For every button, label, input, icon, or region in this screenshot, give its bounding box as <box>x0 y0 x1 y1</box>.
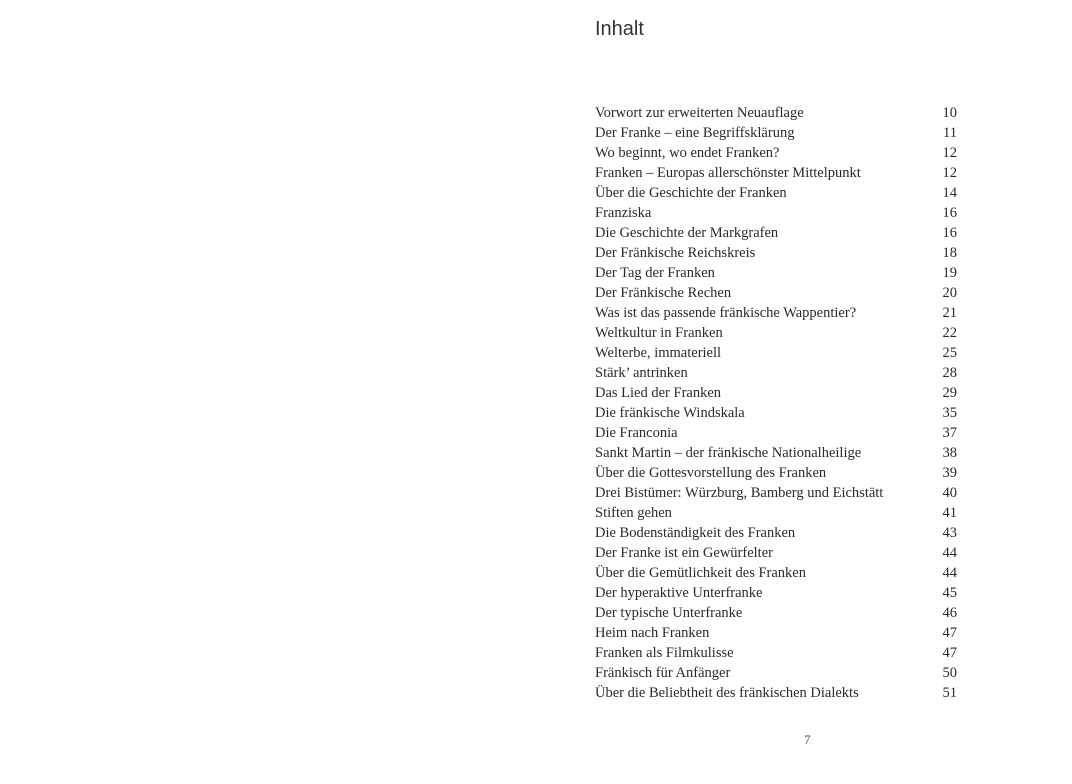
toc-entry <box>595 403 957 423</box>
toc-entry <box>595 183 957 203</box>
toc-entry-title: Franziska <box>595 205 652 221</box>
toc-entry-page-number: 51 <box>942 685 957 701</box>
table-of-contents <box>595 103 957 703</box>
toc-entry-page-number: 22 <box>942 325 957 341</box>
toc-entry-page-number: 43 <box>942 525 957 541</box>
toc-entry-page-number: 41 <box>942 505 957 521</box>
toc-entry-title: Stiften gehen <box>595 505 672 521</box>
toc-entry-page-number: 12 <box>942 165 957 181</box>
toc-entry-page-number: 18 <box>942 245 957 261</box>
toc-entry-title: Der Fränkische Reichskreis <box>595 245 756 261</box>
toc-entry-title: Sankt Martin – der fränkische Nationalheilige <box>595 445 862 461</box>
toc-entry <box>595 203 957 223</box>
toc-entry-title: Die Bodenständigkeit des Franken <box>595 525 796 541</box>
toc-entry-page-number: 16 <box>942 205 957 221</box>
toc-entry <box>595 583 957 603</box>
toc-entry-title: Welterbe, immateriell <box>595 345 722 361</box>
right-page <box>536 0 1072 784</box>
toc-entry-title: Der Tag der Franken <box>595 265 715 281</box>
toc-entry-page-number: 38 <box>942 445 957 461</box>
toc-entry <box>595 483 957 503</box>
toc-entry-page-number: 50 <box>942 665 957 681</box>
toc-entry-title: Die Franconia <box>595 425 678 441</box>
toc-entry <box>595 363 957 383</box>
toc-entry <box>595 663 957 683</box>
toc-entry-page-number: 44 <box>942 545 957 561</box>
toc-entry-page-number: 46 <box>942 605 957 621</box>
toc-entry-title: Der hyperaktive Unterfranke <box>595 585 763 601</box>
toc-entry-title: Über die Gemütlichkeit des Franken <box>595 565 806 581</box>
toc-entry-title: Die fränkische Windskala <box>595 405 745 421</box>
toc-entry-title: Wo beginnt, wo endet Franken? <box>595 145 780 161</box>
toc-entry-page-number: 20 <box>942 285 957 301</box>
toc-entry-page-number: 14 <box>942 185 957 201</box>
toc-entry-title: Über die Gottesvorstellung des Franken <box>595 465 827 481</box>
toc-entry <box>595 103 957 123</box>
toc-entry-page-number: 11 <box>943 125 957 141</box>
toc-entry <box>595 443 957 463</box>
toc-entry-title: Franken als Filmkulisse <box>595 645 734 661</box>
toc-entry <box>595 243 957 263</box>
toc-entry <box>595 643 957 663</box>
toc-entry <box>595 143 957 163</box>
toc-entry <box>595 423 957 443</box>
toc-entry <box>595 523 957 543</box>
toc-entry <box>595 603 957 623</box>
toc-entry-page-number: 44 <box>942 565 957 581</box>
toc-entry-page-number: 19 <box>942 265 957 281</box>
toc-entry-title: Stärk’ antrinken <box>595 365 688 381</box>
toc-entry <box>595 463 957 483</box>
toc-entry-title: Über die Geschichte der Franken <box>595 185 787 201</box>
toc-entry <box>595 323 957 343</box>
page-title: Inhalt <box>595 18 644 40</box>
toc-entry-page-number: 16 <box>942 225 957 241</box>
toc-entry <box>595 563 957 583</box>
toc-entry-page-number: 47 <box>942 625 957 641</box>
toc-entry-page-number: 10 <box>942 105 957 121</box>
toc-entry-page-number: 28 <box>942 365 957 381</box>
toc-entry-title: Franken – Europas allerschönster Mittelpunkt <box>595 165 861 181</box>
toc-entry <box>595 303 957 323</box>
toc-entry-title: Weltkultur in Franken <box>595 325 723 341</box>
toc-entry-title: Der Franke ist ein Gewürfelter <box>595 545 773 561</box>
toc-entry-title: Drei Bistümer: Würzburg, Bamberg und Eichstätt <box>595 485 884 501</box>
toc-entry-page-number: 39 <box>942 465 957 481</box>
toc-entry-title: Die Geschichte der Markgrafen <box>595 225 779 241</box>
page-number: 7 <box>804 732 811 747</box>
toc-entry <box>595 163 957 183</box>
toc-entry-page-number: 35 <box>942 405 957 421</box>
toc-entry-page-number: 47 <box>942 645 957 661</box>
toc-entry-page-number: 45 <box>942 585 957 601</box>
toc-entry <box>595 503 957 523</box>
toc-entry-title: Fränkisch für Anfänger <box>595 665 731 681</box>
toc-entry-title: Vorwort zur erweiterten Neuauflage <box>595 105 804 121</box>
toc-entry-page-number: 40 <box>942 485 957 501</box>
toc-entry-page-number: 21 <box>942 305 957 321</box>
toc-entry-title: Der Franke – eine Begriffsklärung <box>595 125 795 141</box>
toc-entry-title: Der typische Unterfranke <box>595 605 743 621</box>
toc-entry <box>595 223 957 243</box>
toc-entry <box>595 683 957 703</box>
toc-entry <box>595 123 957 143</box>
toc-entry <box>595 263 957 283</box>
toc-entry <box>595 543 957 563</box>
toc-entry <box>595 383 957 403</box>
toc-entry <box>595 283 957 303</box>
toc-entry-title: Der Fränkische Rechen <box>595 285 732 301</box>
toc-entry-page-number: 25 <box>942 345 957 361</box>
toc-entry-page-number: 12 <box>942 145 957 161</box>
toc-entry <box>595 623 957 643</box>
toc-entry-title: Das Lied der Franken <box>595 385 722 401</box>
toc-entry-page-number: 37 <box>942 425 957 441</box>
toc-entry <box>595 343 957 363</box>
toc-entry-title: Über die Beliebtheit des fränkischen Dialekts <box>595 685 859 701</box>
toc-entry-title: Was ist das passende fränkische Wappentier? <box>595 305 857 321</box>
toc-entry-page-number: 29 <box>942 385 957 401</box>
toc-entry-title: Heim nach Franken <box>595 625 710 641</box>
